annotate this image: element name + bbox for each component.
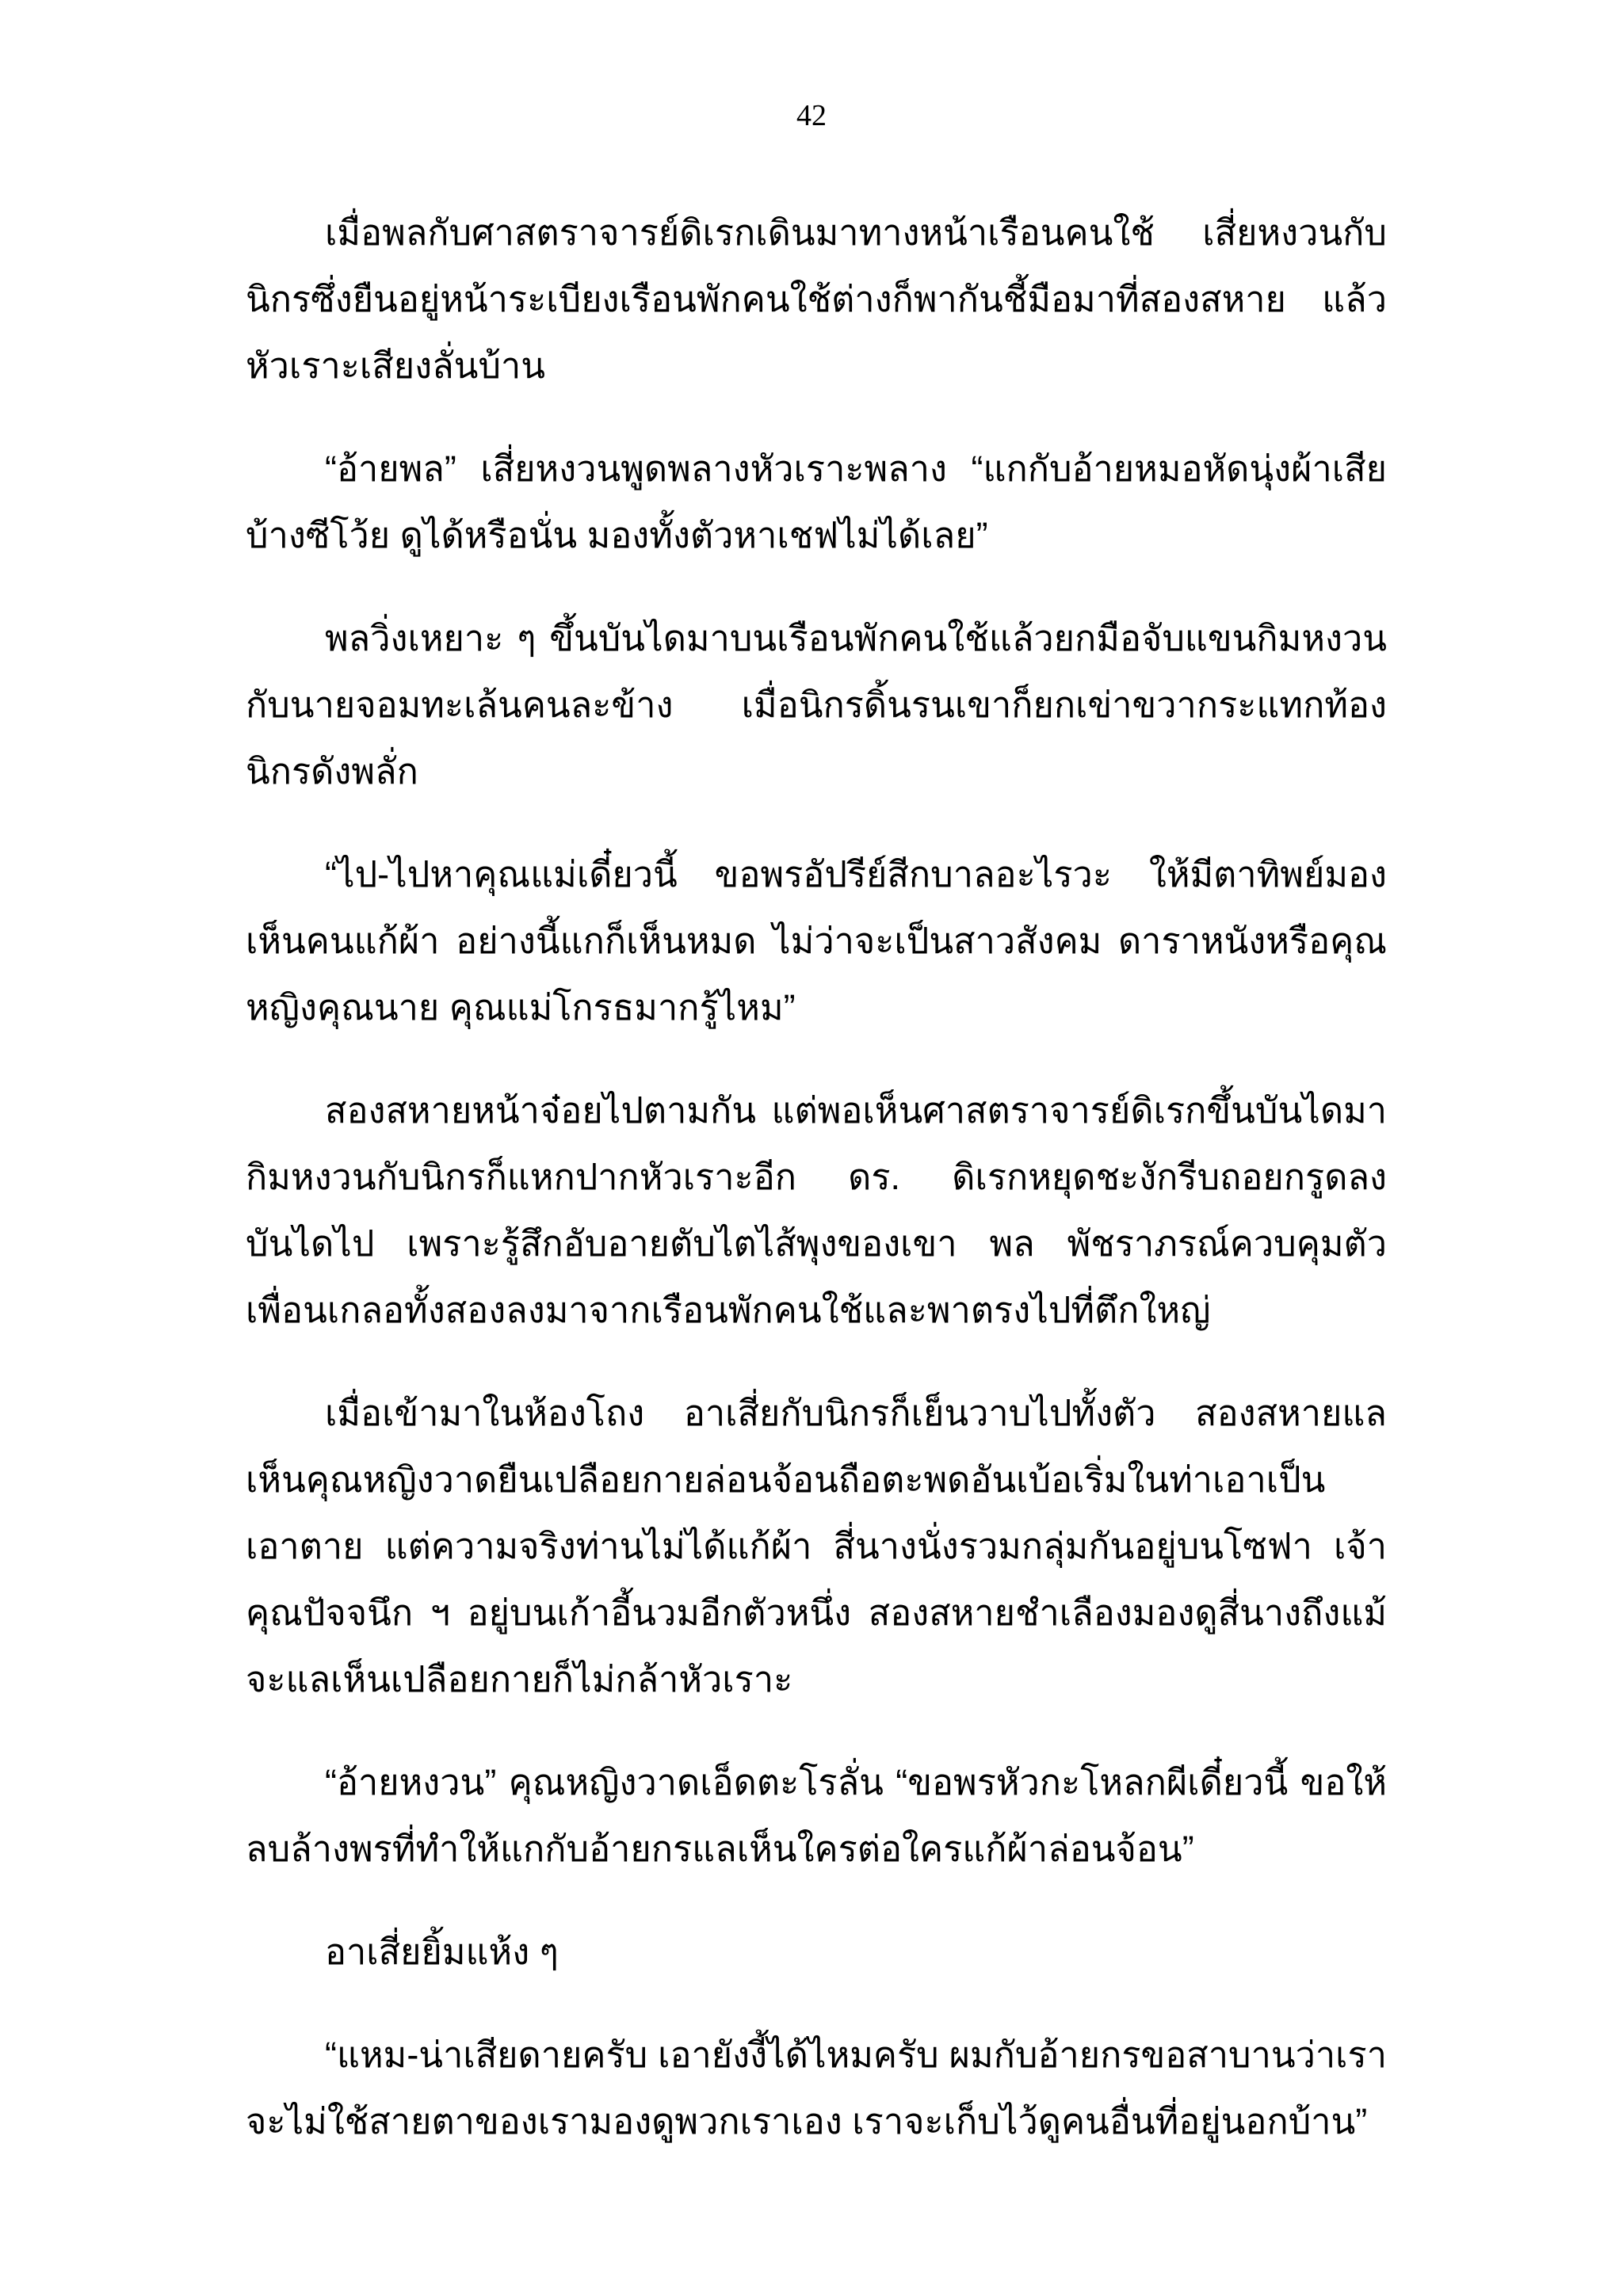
- paragraph: เมื่อพลกับศาสตราจารย์ดิเรกเดินมาทางหน้าเรือนคนใช้ เสี่ยหงวนกับนิกรซึ่งยืนอยู่หน้าระเบียงเรือนพักคนใช้ต่างก็พากันชี้มือมาที่สองสหาย แล้วหัวเราะเสียงลั่นบ้าน: [246, 212, 1387, 386]
- page-number: 42: [796, 99, 827, 132]
- paragraph: เมื่อเข้ามาในห้องโถง อาเสี่ยกับนิกรก็เย็นวาบไปทั้งตัว สองสหายแลเห็นคุณหญิงวาดยืนเปลือยกายล่อนจ้อนถือตะพดอันเบ้อเริ่มในท่าเอาเป็นเอาตาย แต่ความจริงท่านไม่ได้แก้ผ้า สี่นางนั่งรวมกลุ่มกันอยู่บนโซฟา เจ้าคุณปัจจนึก ฯ อยู่บนเก้าอี้นวมอีกตัวหนึ่ง สองสหายชำเลืองมองดูสี่นางถึงแม้จะแลเห็นเปลือยกายก็ไม่กล้าหัวเราะ: [246, 1393, 1387, 1699]
- paragraph: “อ้ายพล” เสี่ยหงวนพูดพลางหัวเราะพลาง “แกกับอ้ายหมอหัดนุ่งผ้าเสียบ้างซีโว้ย ดูได้หรือนั่น มองทั้งตัวหาเชฟไม่ได้เลย”: [246, 448, 1387, 555]
- paragraph: “แหม-น่าเสียดายครับ เอายังงี้ได้ไหมครับ ผมกับอ้ายกรขอสาบานว่าเราจะไม่ใช้สายตาของเรามองดูพวกเราเอง เราจะเก็บไว้ดูคนอื่นที่อยู่นอกบ้าน”: [246, 2035, 1387, 2142]
- paragraph: สองสหายหน้าจ๋อยไปตามกัน แต่พอเห็นศาสตราจารย์ดิเรกขึ้นบันไดมา กิมหงวนกับนิกรก็แหกปากหัวเราะอีก ดร. ดิเรกหยุดชะงักรีบถอยกรูดลงบันไดไป เพราะรู้สึกอับอายตับไตไส้พุงของเขา พล พัชราภรณ์ควบคุมตัวเพื่อนเกลอทั้งสองลงมาจากเรือนพักคนใช้และพาตรงไปที่ตึกใหญ่: [246, 1090, 1387, 1330]
- paragraph: พลวิ่งเหยาะ ๆ ขึ้นบันไดมาบนเรือนพักคนใช้แล้วยกมือจับแขนกิมหงวนกับนายจอมทะเล้นคนละข้าง เมื่อนิกรดิ้นรนเขาก็ยกเข่าขวากระแทกท้องนิกรดังพลั่ก: [246, 618, 1387, 791]
- paragraph: อาเสี่ยยิ้มแห้ง ๆ: [325, 1932, 559, 1972]
- paragraph: “ไป-ไปหาคุณแม่เดี๋ยวนี้ ขอพรอัปรีย์สีกบาลอะไรวะ ให้มีตาทิพย์มองเห็นคนแก้ผ้า อย่างนี้แกก็เห็นหมด ไม่ว่าจะเป็นสาวสังคม ดาราหนังหรือคุณหญิงคุณนาย คุณแม่โกรธมากรู้ไหม”: [246, 854, 1387, 1028]
- paragraph: “อ้ายหงวน” คุณหญิงวาดเอ็ดตะโรลั่น “ขอพรหัวกะโหลกผีเดี๋ยวนี้ ขอให้ลบล้างพรที่ทำให้แกกับอ้ายกรแลเห็นใครต่อใครแก้ผ้าล่อนจ้อน”: [246, 1762, 1387, 1869]
- body-text: [246, 200, 1387, 2191]
